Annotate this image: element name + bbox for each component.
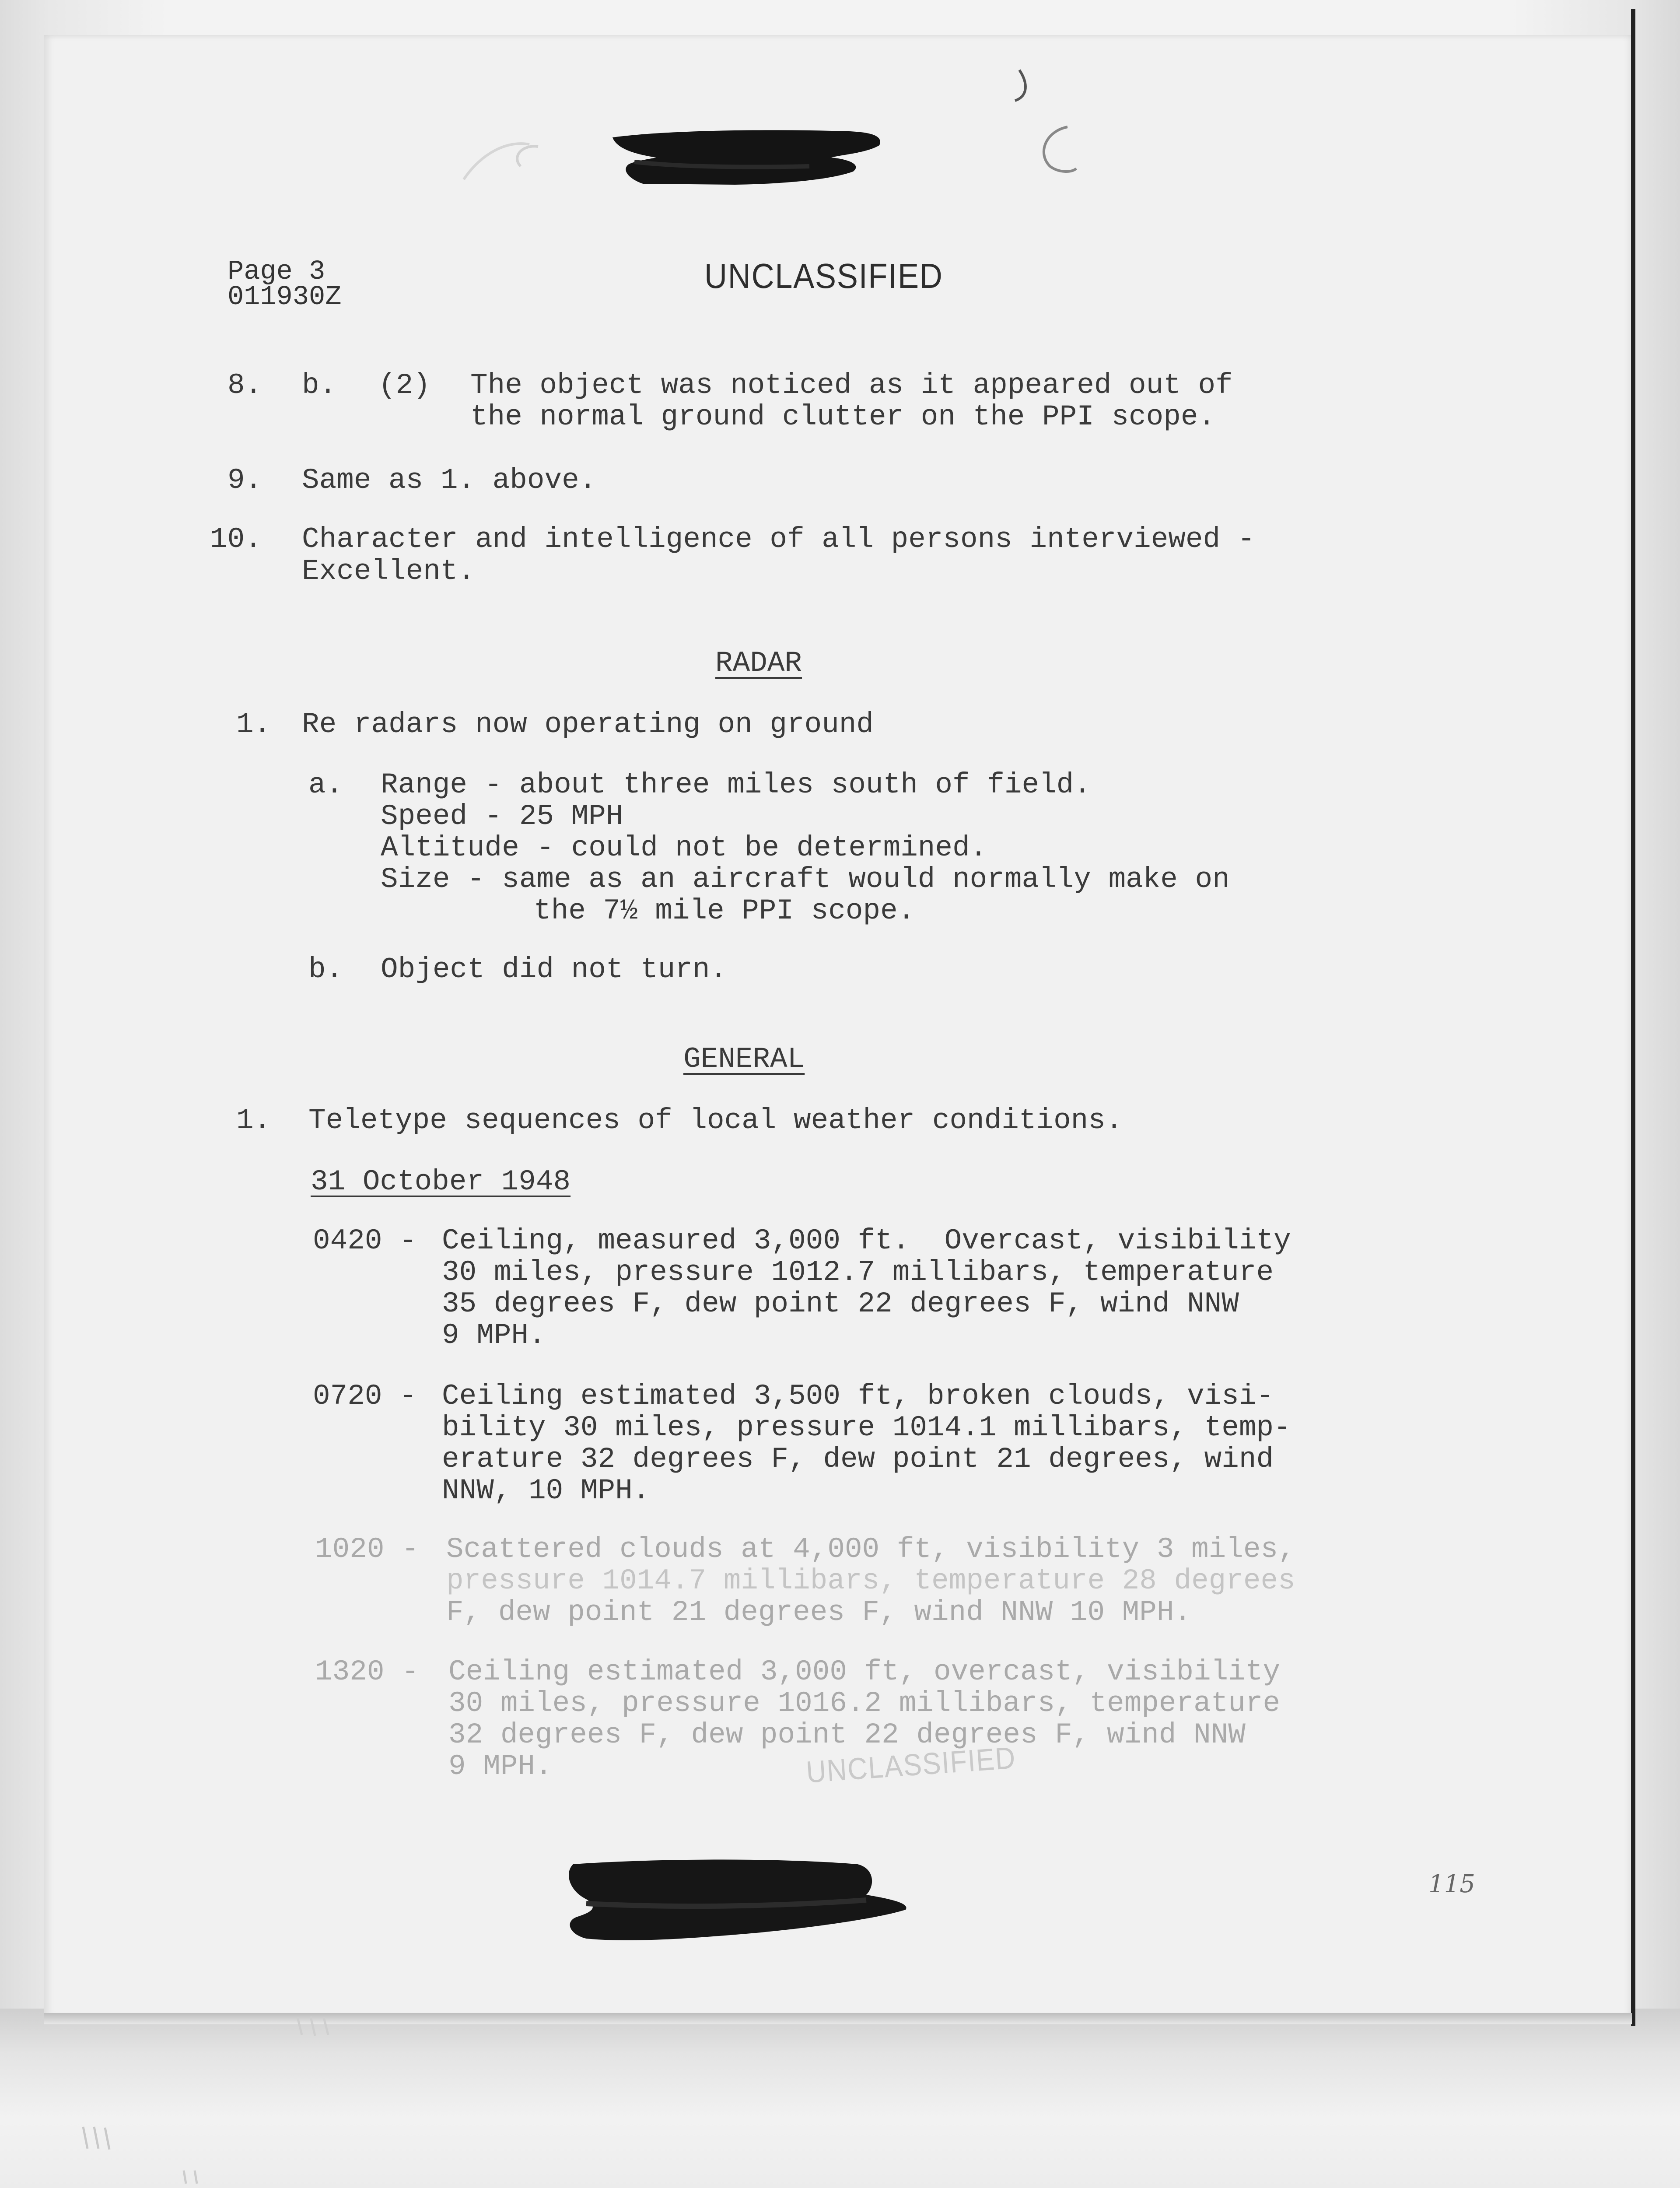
entry-time: 1020 -: [315, 1533, 419, 1566]
item-8-letter: b.: [302, 369, 337, 402]
entry-line: 9 MPH.: [442, 1319, 546, 1352]
radar-b-text: Object did not turn.: [381, 953, 728, 986]
radar-altitude: Altitude - could not be determined.: [381, 831, 987, 864]
item-10-line2: Excellent.: [302, 555, 476, 588]
bottom-redaction-mark: [560, 1851, 919, 1952]
item-8-sub: (2): [378, 369, 430, 402]
general-item-number-1: 1.: [236, 1104, 271, 1137]
entry-line: Ceiling estimated 3,000 ft, overcast, visibility: [448, 1655, 1281, 1688]
radar-speed: Speed - 25 MPH: [381, 800, 623, 833]
entry-line: Ceiling estimated 3,500 ft, broken clouds, visi-: [442, 1380, 1274, 1413]
classification-header: UNCLASSIFIED: [704, 256, 943, 295]
item-9-text: Same as 1. above.: [302, 464, 597, 497]
item-number-10: 10.: [210, 523, 262, 556]
radar-size-line2: the 7½ mile PPI scope.: [534, 894, 915, 927]
entry-time: 0720 -: [313, 1380, 417, 1413]
radar-a-letter: a.: [308, 768, 343, 801]
entry-line: Ceiling, measured 3,000 ft. Overcast, visibility: [442, 1224, 1291, 1257]
bottom-scribble-marks: [52, 2004, 446, 2188]
item-number-8: 8.: [228, 369, 262, 402]
entry-line: 30 miles, pressure 1012.7 millibars, temperature: [442, 1256, 1274, 1289]
page-edge: [1631, 9, 1635, 2026]
page-label: Page 3: [228, 256, 326, 287]
entry-line: pressure 1014.7 millibars, temperature 28 degrees: [446, 1564, 1295, 1597]
entry-line: NNW, 10 MPH.: [442, 1474, 650, 1507]
page-number: 115: [1428, 1870, 1475, 1898]
entry-line: 9 MPH.: [448, 1750, 553, 1783]
radar-item-number-1: 1.: [236, 708, 271, 741]
radar-range: Range - about three miles south of field.: [381, 768, 1091, 801]
general-heading: GENERAL: [683, 1043, 805, 1076]
top-scribble-marks: [455, 53, 1111, 184]
entry-line: F, dew point 21 degrees F, wind NNW 10 MPH.: [446, 1596, 1192, 1629]
general-item-1-text: Teletype sequences of local weather conditions.: [308, 1104, 1123, 1137]
item-8-line2: the normal ground clutter on the PPI scope.: [470, 400, 1216, 433]
entry-line: bility 30 miles, pressure 1014.1 millibars, temp-: [442, 1411, 1291, 1444]
radar-item-1-text: Re radars now operating on ground: [302, 708, 874, 741]
entry-line: 30 miles, pressure 1016.2 millibars, temperature: [448, 1687, 1281, 1720]
radar-b-letter: b.: [308, 953, 343, 986]
entry-line: 35 degrees F, dew point 22 degrees F, wind NNW: [442, 1287, 1239, 1320]
radar-heading: RADAR: [715, 647, 802, 680]
item-number-9: 9.: [228, 464, 262, 497]
classification-stamp-footer: UNCLASSIFIED: [805, 1740, 1017, 1789]
item-8-line1: The object was noticed as it appeared out of: [470, 369, 1233, 402]
entry-line: erature 32 degrees F, dew point 21 degrees, wind: [442, 1443, 1274, 1476]
message-id: 011930Z: [228, 281, 342, 312]
entry-time: 0420 -: [313, 1224, 417, 1257]
entry-line: Scattered clouds at 4,000 ft, visibility 3 miles,: [446, 1533, 1295, 1566]
item-10-line1: Character and intelligence of all persons interviewed -: [302, 523, 1255, 556]
weather-date: 31 October 1948: [311, 1165, 571, 1198]
entry-time: 1320 -: [315, 1655, 419, 1688]
radar-size-line1: Size - same as an aircraft would normally make on: [381, 863, 1230, 896]
entry-line: 32 degrees F, dew point 22 degrees F, wind NNW: [448, 1718, 1246, 1751]
